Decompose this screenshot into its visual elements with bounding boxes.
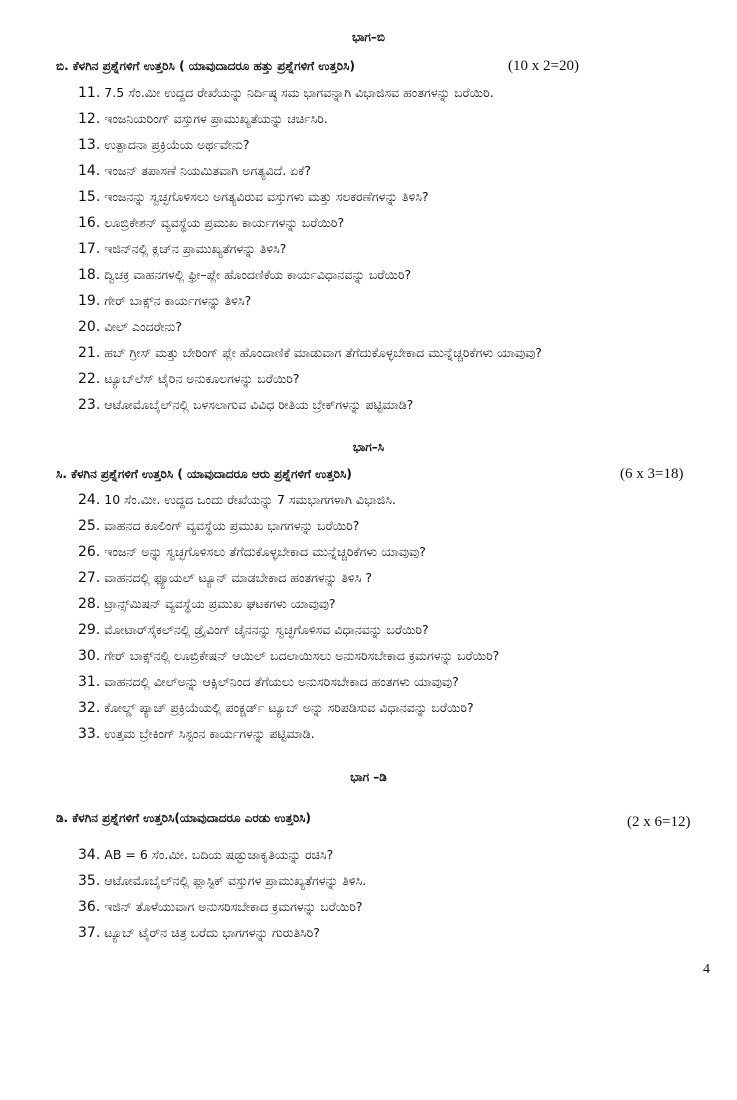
question-number: 30. [78,648,101,664]
question-number: 28. [78,596,101,612]
question-number: 25. [78,518,101,534]
part-d-marks: (2 x 6=12) [627,814,691,830]
question-text: ಟ್ಯೂಬ್ ಟೈರ್‌ನ ಚಿತ್ರ ಬರೆದು ಭಾಗಗಳನ್ನು ಗುರುತಿಸಿರಿ? [104,925,320,940]
part-d-instruction: ಡಿ. ಕೆಳಗಿನ ಪ್ರಶ್ನೆಗಳಿಗೆ ಉತ್ತರಿಸಿ(ಯಾವುದಾದರೂ ಎರಡು ಉತ್ತರಿಸಿ) [56,811,312,825]
question-number: 26. [78,544,101,560]
question-number: 37. [78,925,101,941]
question-number: 27. [78,570,101,586]
part-c-instruction: ಸಿ. ಕೆಳಗಿನ ಪ್ರಶ್ನೆಗಳಿಗೆ ಉತ್ತರಿಸಿ ( ಯಾವುದಾದರೂ ಆರು ಪ್ರಶ್ನೆಗಳಿಗೆ ಉತ್ತರಿಸಿ) [56,467,352,481]
question-item [78,487,499,513]
question-number: 20. [78,319,101,335]
question-text: ಗೇರ್ ಬಾಕ್ಸ್‌ನ ಕಾರ್ಯಗಳನ್ನು ತಿಳಿಸಿ? [104,293,252,308]
question-text: ವಾಹನದಲ್ಲಿ ವೀಲ್‌ಅನ್ನು ಆಕ್ಸಿಲ್‌ನಿಂದ ತೆಗೆಯಲು ಅನುಸರಿಸಬೇಕಾದ ಹಂತಗಳು ಯಾವುವು? [104,674,459,689]
question-text: ಇಂಜನನ್ನು ಸ್ವಚ್ಛಗೊಳಿಸಲು ಅಗತ್ಯವಿರುವ ವಸ್ತುಗಳು ಮತ್ತು ಸಲಕರಣೆಗಳನ್ನು ತಿಳಿಸಿ? [104,189,429,204]
question-number: 36. [78,899,101,915]
question-item [78,392,542,418]
question-item [78,288,542,314]
question-item [78,920,366,946]
question-number: 29. [78,622,101,638]
question-text: ವೀಲ್ ಎಂದರೇನು? [104,319,182,334]
part-c-marks: (6 x 3=18) [620,466,684,482]
page-number: 4 [703,962,710,977]
question-item [78,894,366,920]
question-item [78,617,499,643]
question-number: 24. [78,492,101,508]
question-text: ಟ್ರಾನ್ಸ್‌ಮಿಷನ್ ವ್ಯವಸ್ಥೆಯ ಪ್ರಮುಖ ಘಟಕಗಳು ಯಾವುವು? [104,596,336,611]
question-number: 14. [78,163,101,179]
question-item [78,236,542,262]
question-text: ಇಂಜನ್ ಅನ್ನು ಸ್ವಚ್ಛಗೊಳಿಸಲು ತೆಗೆದುಕೊಳ್ಳಬೇಕಾದ ಮುನ್ನೆಚ್ಚರಿಕೆಗಳು ಯಾವುವು? [104,544,426,559]
question-text: ಉತ್ಪಾದನಾ ಪ್ರಕ್ರಿಯೆಯ ಅರ್ಥವೇನು? [104,137,250,152]
question-number: 13. [78,137,101,153]
question-number: 32. [78,700,101,716]
question-text: ಇಂಜನಿಯರಿಂಗ್ ವಸ್ತುಗಳ ಪ್ರಾಮುಖ್ಯತೆಯನ್ನು ಚರ್ಚಿಸಿರಿ. [104,111,328,126]
question-number: 17. [78,241,101,257]
question-text: ಇಜಿನ್ ತೊಳೆಯುವಾಗ ಅನುಸರಿಸಬೇಕಾದ ಕ್ರಮಗಳನ್ನು ಬರೆಯಿರಿ? [104,899,363,914]
question-text: ವಾಹನದ ಕೂಲಿಂಗ್ ವ್ಯವಸ್ಥೆಯ ಪ್ರಮುಖ ಭಾಗಗಳನ್ನು ಬರೆಯಿರಿ? [104,518,360,533]
question-number: 33. [78,726,101,742]
question-item [78,721,499,747]
part-b-marks: (10 x 2=20) [508,58,579,74]
question-item [78,210,542,236]
question-item [78,669,499,695]
question-item [78,643,499,669]
question-text: 10 ಸೆಂ.ಮೀ. ಉದ್ದದ ಒಂದು ರೇಖೆಯನ್ನು 7 ಸಮಭಾಗಗಳಾಗಿ ವಿಭಾಜಿಸಿ. [104,492,396,507]
question-text: ಇಜಿನ್‌ನಲ್ಲಿ ಕ್ಲಚ್‌ನ ಪ್ರಾಮುಖ್ಯತೆಗಳನ್ನು ತಿಳಿಸಿ? [104,241,287,256]
question-item [78,695,499,721]
question-text: ದ್ವಿಚಕ್ರ ವಾಹನಗಳಲ್ಲಿ ಫ್ರೀ–ಪ್ಲೇ ಹೊಂದಣಿಕೆಯ ಕಾರ್ಯವಿಧಾನವನ್ನು ಬರೆಯಿರಿ? [104,267,412,282]
question-text: ಟ್ಯೂಬ್‌ಲೆಸ್ ಟೈರಿನ ಅನುಕೂಲಗಳನ್ನು ಬರೆಯಿರಿ? [104,371,300,386]
question-item [78,565,499,591]
question-item [78,80,542,106]
question-item [78,106,542,132]
part-c-heading: ಭಾಗ–ಸಿ [352,440,385,454]
question-number: 23. [78,397,101,413]
question-number: 12. [78,111,101,127]
question-item [78,184,542,210]
question-number: 16. [78,215,101,231]
question-text: ಉತ್ತಮ ಬ್ರೇಕಿಂಗ್ ಸಿಸ್ಟಂನ ಕಾರ್ಯಗಳನ್ನು ಪಟ್ಟಿಮಾಡಿ. [104,726,315,741]
question-number: 19. [78,293,101,309]
question-text: ವಾಹನದಲ್ಲಿ ಫ್ಯೂಯಲ್ ಟ್ಯೂನ್ ಮಾಡಬೇಕಾದ ಹಂತಗಳನ್ನು ತಿಳಿಸಿ ? [104,570,372,585]
part-b-question-list [78,80,542,418]
question-item [78,366,542,392]
question-text: ಹಬ್ ಗ್ರೀಸ್ ಮತ್ತು ಬೇರಿಂಗ್ ಪ್ಲೇ ಹೊಂದಾಣಿಕೆ ಮಾಡುವಾಗ ತೆಗೆದುಕೊಳ್ಳಬೇಕಾದ ಮುನ್ನೆಚ್ಚರಿಕೆಗಳು ಯಾವುವು? [104,345,542,360]
part-d-question-list [78,842,366,946]
question-text: ಆಟೋಮೊಬೈಲ್‌ನಲ್ಲಿ ಬಳಸಲಾಗುವ ವಿವಿಧ ರೀತಿಯ ಬ್ರೇಕ್‌ಗಳನ್ನು ಪಟ್ಟಿಮಾಡಿ? [104,397,414,412]
part-b-instruction: ಬಿ. ಕೆಳಗಿನ ಪ್ರಶ್ನೆಗಳಿಗೆ ಉತ್ತರಿಸಿ ( ಯಾವುದಾದರೂ ಹತ್ತು ಪ್ರಶ್ನೆಗಳಿಗೆ ಉತ್ತರಿಸಿ) [56,59,355,73]
question-item [78,314,542,340]
question-item [78,513,499,539]
question-number: 35. [78,873,101,889]
question-number: 22. [78,371,101,387]
question-item [78,262,542,288]
part-c-question-list [78,487,499,747]
question-text: AB = 6 ಸೆಂ.ಮೀ. ಬದಿಯ ಷಡ್ಭುಜಾಕೃತಿಯನ್ನು ರಚಿಸಿ? [104,847,334,862]
question-text: ಗೇರ್ ಬಾಕ್ಸ್‌ನಲ್ಲಿ ಲೂಬ್ರಿಕೇಷನ್ ಆಯಿಲ್ ಬದಲಾಯಿಸಲು ಅನುಸರಿಸಬೇಕಾದ ಕ್ರಮಗಳನ್ನು ಬರೆಯಿರಿ? [104,648,500,663]
question-item [78,868,366,894]
part-d-heading: ಭಾಗ –ಡಿ [350,770,387,784]
question-text: ಮೋಟಾರ್‌ಸೈಕಲ್‌ನಲ್ಲಿ ಡ್ರೈವಿಂಗ್ ಚೈನನನ್ನು ಸ್ವಚ್ಛಗೊಳಿಸವ ವಿಧಾನವನ್ನು ಬರೆಯಿರಿ? [104,622,429,637]
question-number: 18. [78,267,101,283]
question-text: ಆಟೋಮೊಬೈಲ್‌ನಲ್ಲಿ ಪ್ಲಾಸ್ಟಿಕ್ ವಸ್ತುಗಳ ಪ್ರಾಮುಖ್ಯತೆಗಳನ್ನು ತಿಳಿಸಿ. [104,873,367,888]
question-number: 11. [78,85,101,101]
question-number: 15. [78,189,101,205]
question-item [78,842,366,868]
question-item [78,158,542,184]
question-text: ಕೋಲ್ಡ್ ಪ್ಯಾಚ್ ಪ್ರಕ್ರಿಯೆಯಲ್ಲಿ ಪಂಕ್ಚರ್ಡ್ ಟ್ಯೂಬ್ ಅನ್ನು ಸರಿಪಡಿಸುವ ವಿಧಾನವನ್ನು ಬರೆಯಿರಿ? [104,700,474,715]
question-text: 7.5 ಸೆಂ.ಮೀ ಉದ್ದದ ರೇಖೆಯನ್ನು ನಿರ್ದಿಷ್ಠ ಸಮ ಭಾಗವನ್ನಾಗಿ ವಿಭಾಜಿಸವ ಹಂತಗಳನ್ನು ಬರೆಯಿರಿ. [104,85,494,100]
question-number: 21. [78,345,101,361]
question-text: ಇಂಜನ್ ತಪಾಸಣೆ ನಿಯಮಿತವಾಗಿ ಅಗತ್ಯವಿದೆ. ಏಕೆ? [104,163,311,178]
question-item [78,539,499,565]
question-number: 31. [78,674,101,690]
question-item [78,591,499,617]
question-text: ಲೂಬ್ರಿಕೇಶನ್ ವ್ಯವಸ್ಥೆಯ ಪ್ರಮುಖ ಕಾರ್ಯಗಳನ್ನು ಬರೆಯಿರಿ? [104,215,345,230]
question-item [78,132,542,158]
question-number: 34. [78,847,101,863]
question-item [78,340,542,366]
part-b-heading: ಭಾಗ–ಬಿ [352,30,385,44]
